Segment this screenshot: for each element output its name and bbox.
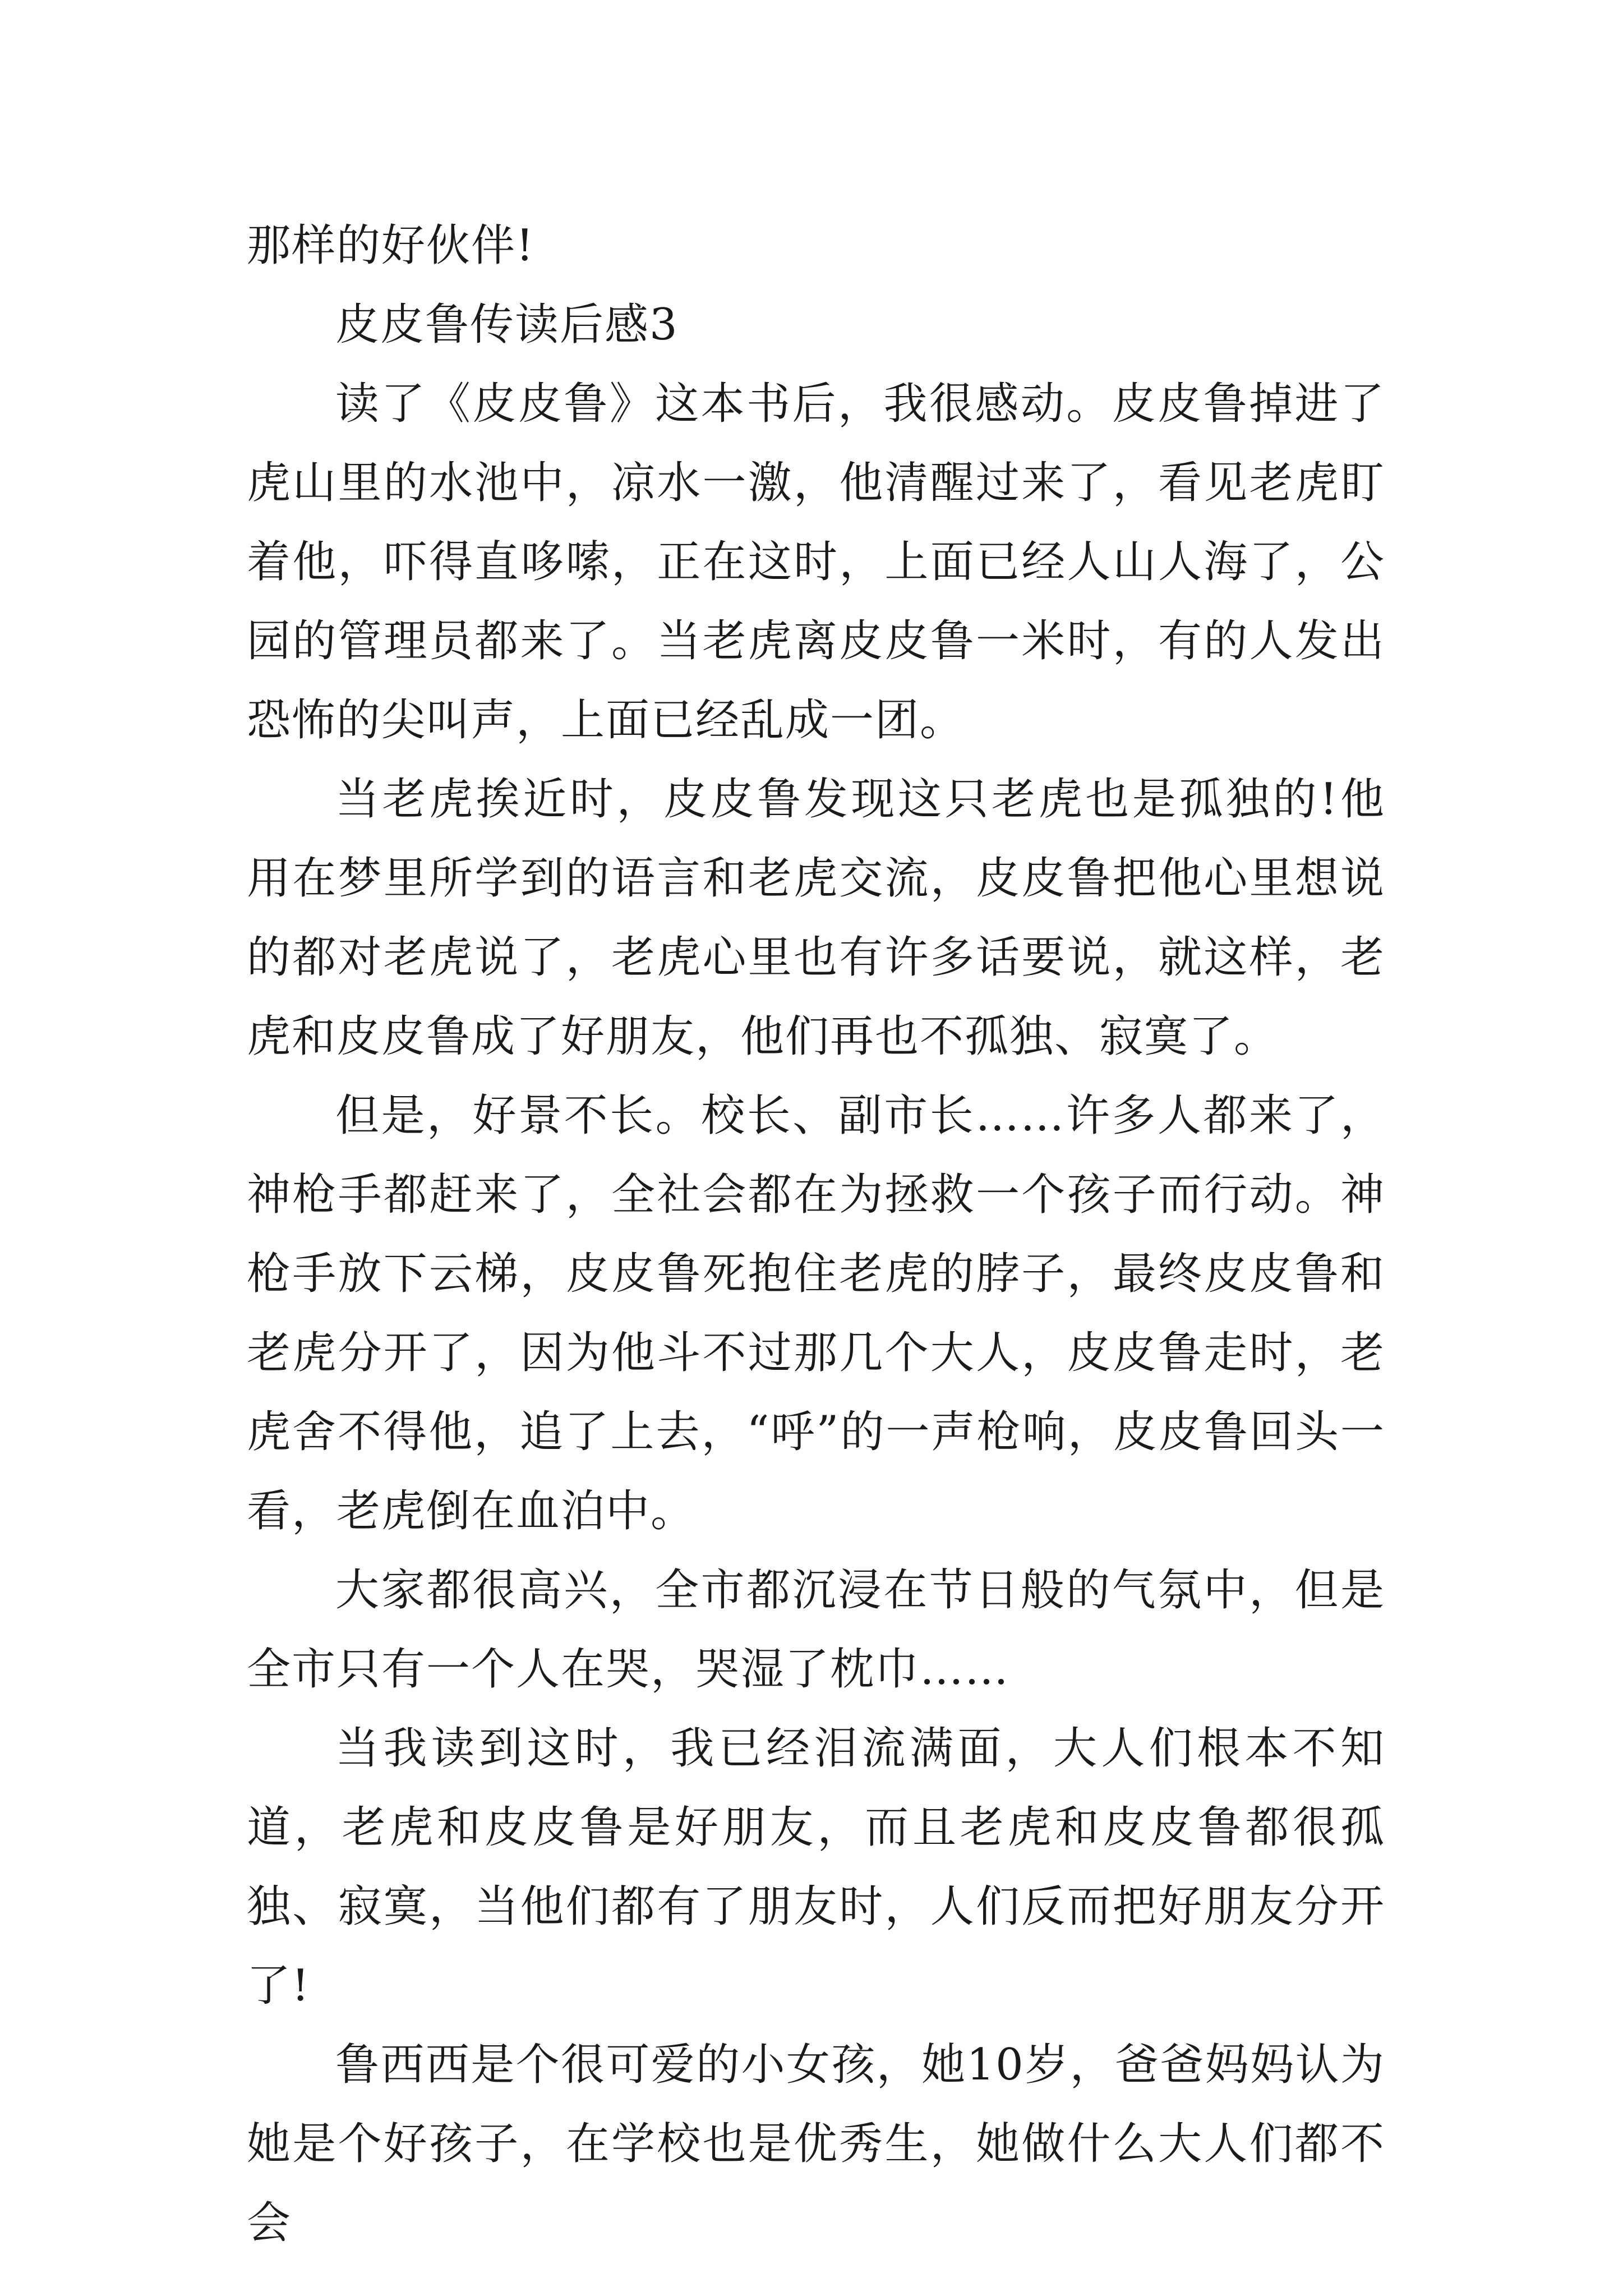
paragraph: 当我读到这时，我已经泪流满面，大人们根本不知道，老虎和皮皮鲁是好朋友，而且老虎和皮皮鲁都很孤独、寂寞，当他们都有了朋友时，人们反而把好朋友分开了!: [247, 1723, 1385, 2011]
document-body: [247, 206, 1385, 2263]
paragraph: 当老虎挨近时，皮皮鲁发现这只老虎也是孤独的!他用在梦里所学到的语言和老虎交流，皮皮鲁把他心里想说的都对老虎说了，老虎心里也有许多话要说，就这样，老虎和皮皮鲁成了好朋友，他们再也不孤独、寂寞了。: [247, 774, 1385, 1062]
paragraph-continuation: 那样的好伙伴!: [247, 220, 535, 271]
paragraph: 鲁西西是个很可爱的小女孩，她10岁，爸爸妈妈认为她是个好孩子，在学校也是优秀生，她做什么大人们都不会: [247, 2040, 1385, 2248]
paragraph: 但是，好景不长。校长、副市长……许多人都来了，神枪手都赶来了，全社会都在为拯救一个孩子而行动。神枪手放下云梯，皮皮鲁死抱住老虎的脖子，最终皮皮鲁和老虎分开了，因为他斗不过那几个大人，皮皮鲁走时，老虎舍不得他，追了上去，“呼”的一声枪响，皮皮鲁回头一看，老虎倒在血泊中。: [247, 1091, 1385, 1536]
paragraph: 大家都很高兴，全市都沉浸在节日般的气氛中，但是全市只有一个人在哭，哭湿了枕巾……: [247, 1565, 1385, 1695]
section-title: 皮皮鲁传读后感3: [335, 300, 679, 350]
paragraph: 读了《皮皮鲁》这本书后，我很感动。皮皮鲁掉进了虎山里的水池中，凉水一激，他清醒过来了，看见老虎盯着他，吓得直哆嗦，正在这时，上面已经人山人海了，公园的管理员都来了。当老虎离皮皮鲁一米时，有的人发出恐怖的尖叫声，上面已经乱成一团。: [247, 379, 1385, 746]
